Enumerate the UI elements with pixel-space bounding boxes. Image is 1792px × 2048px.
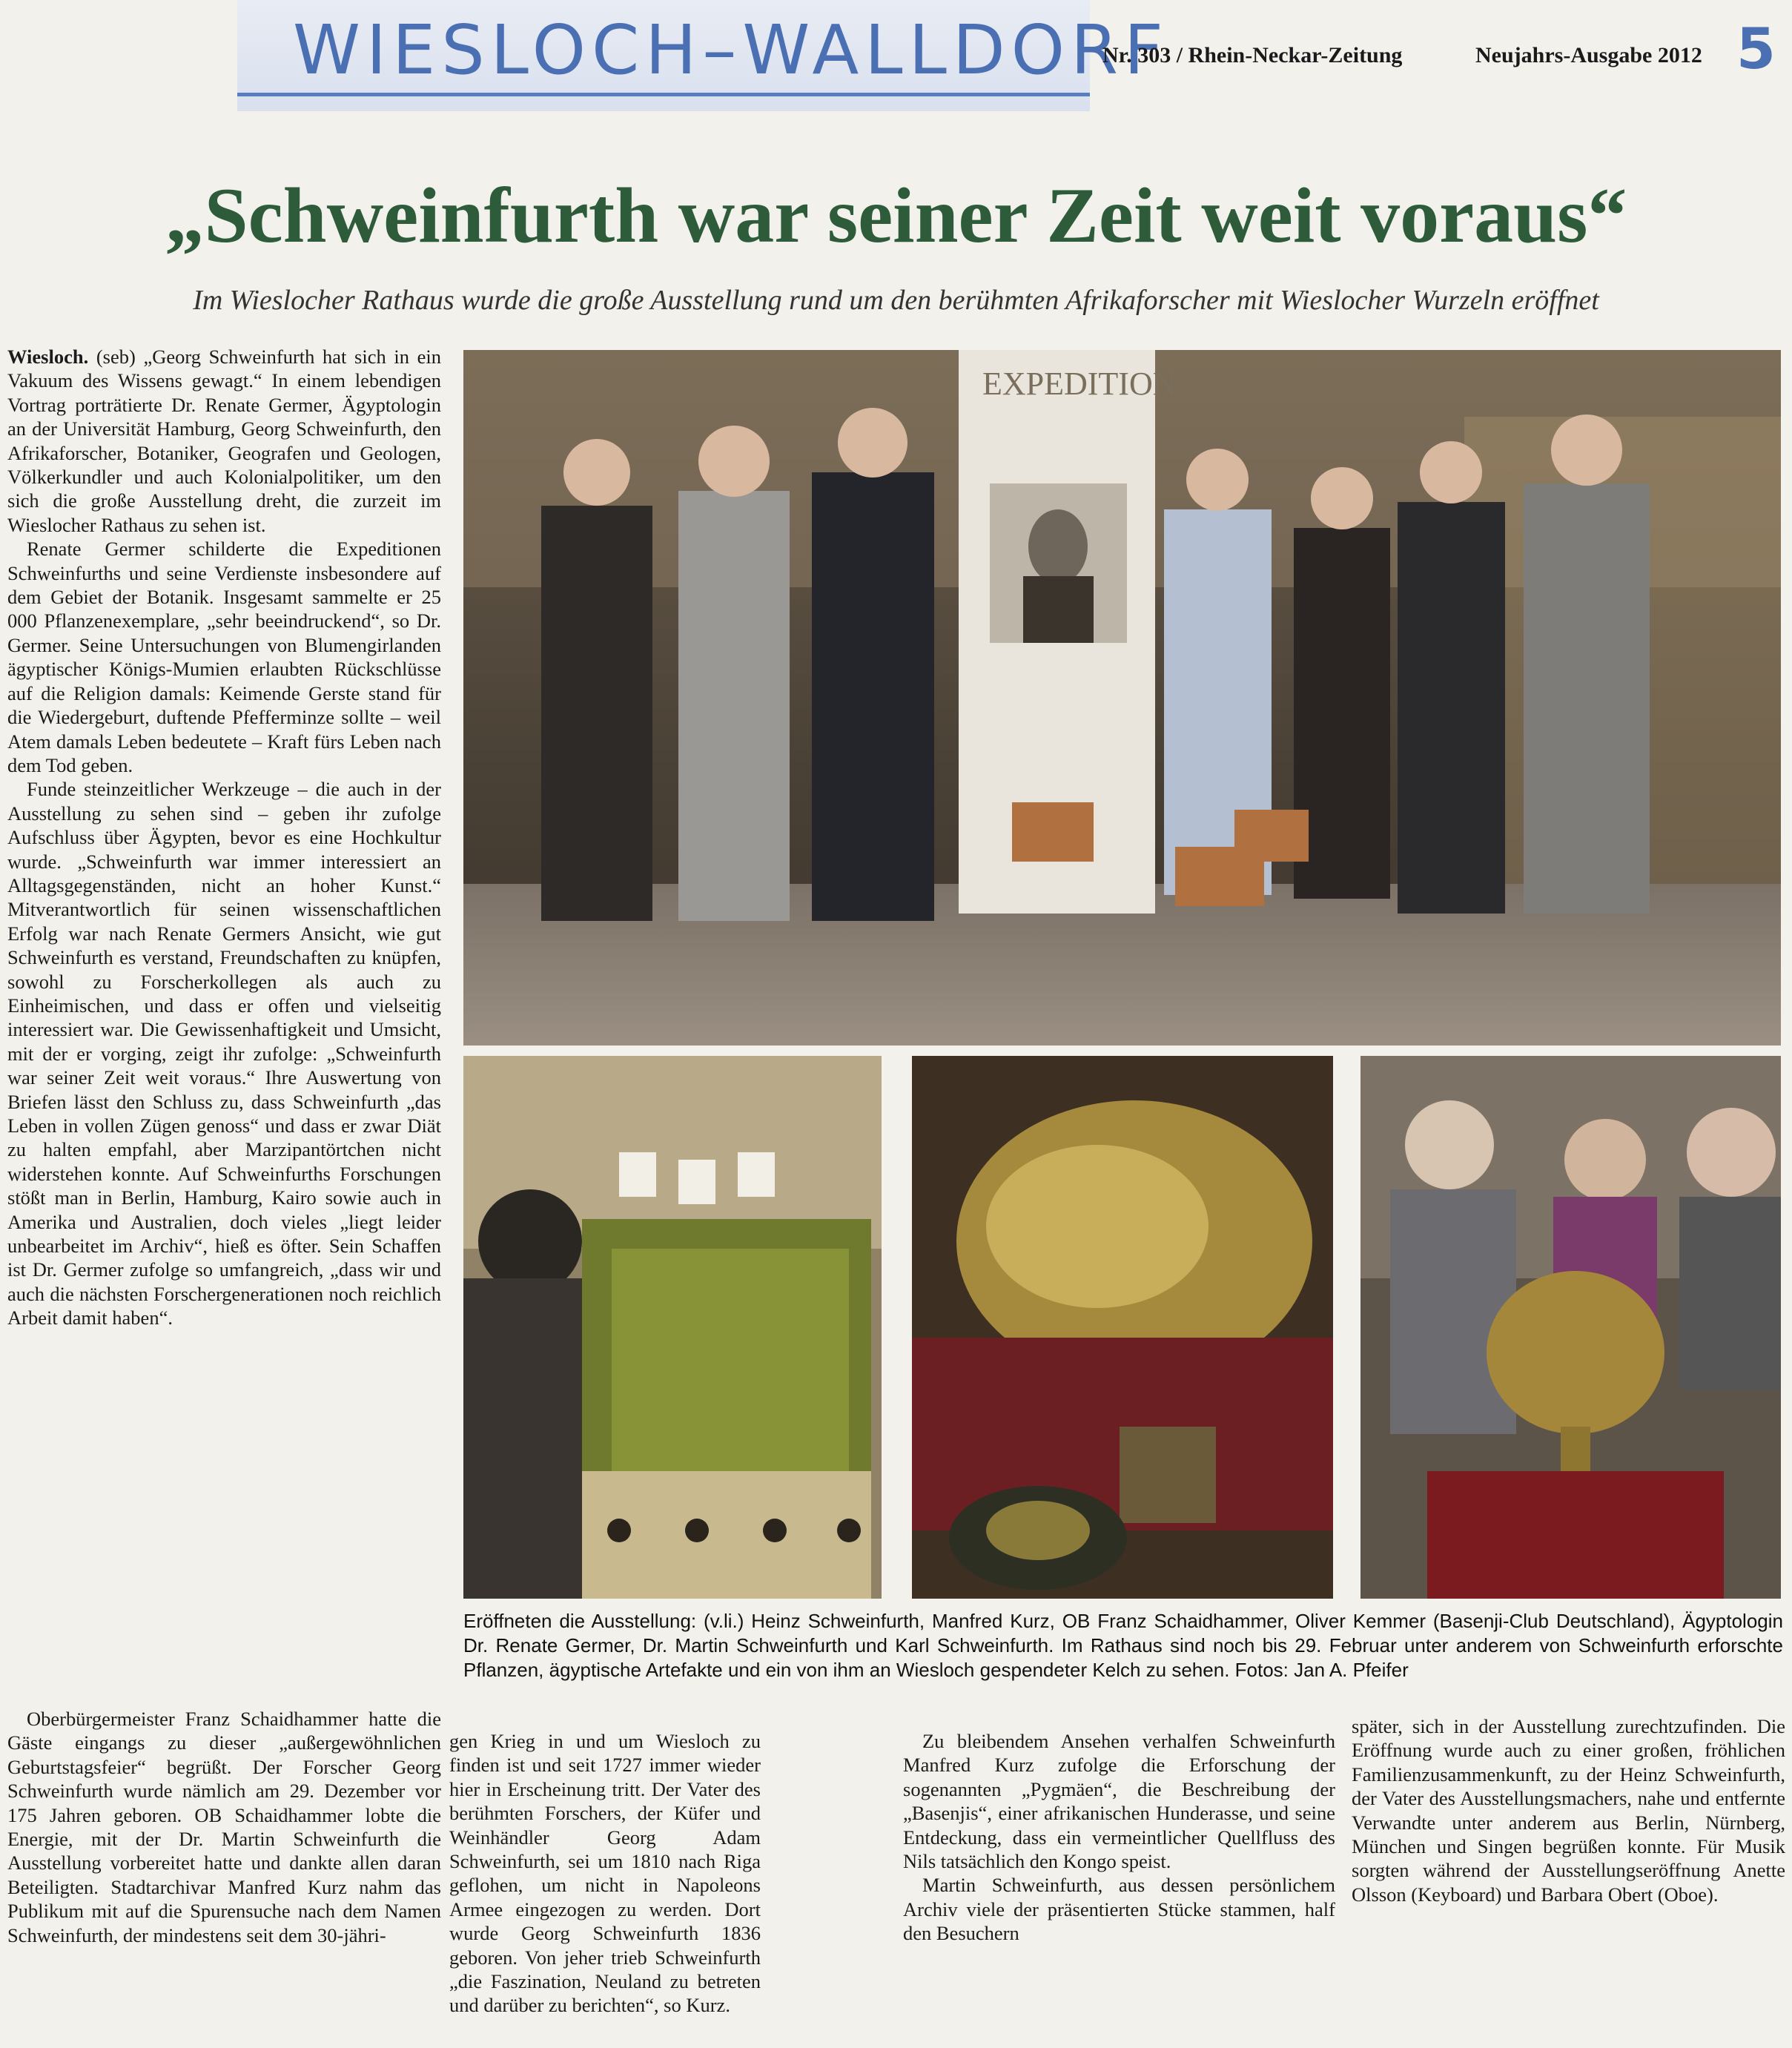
dateline: Wiesloch. <box>7 346 89 368</box>
terrarium-photo <box>463 1056 882 1599</box>
article-column-bottom-3 <box>903 1729 1335 1946</box>
article-paragraph: Martin Schweinfurth, aus dessen persönlichem Archiv viele der präsentierten Stücke stammen, half den Besuchern <box>903 1874 1335 1945</box>
article-paragraph: Zu bleibendem Ansehen verhalfen Schweinfurth Manfred Kurz zufolge die Erforschung der sogenannten „Pygmäen“, die Beschreibung der „Basenjis“, einer afrikanischen Hunderasse, und seine Entdeckung, dass ein vermeintlicher Quellfluss des Nils tatsächlich den Kongo speist. <box>903 1730 1335 1873</box>
article-column-bottom-1 <box>7 1707 441 1947</box>
article-column-bottom-4 <box>1352 1714 1785 1906</box>
page-number: 5 <box>1736 16 1776 82</box>
article-paragraph: gen Krieg in und um Wiesloch zu finden ist und seit 1727 immer wieder hier in Erscheinung tritt. Der Vater des berühmten Forschers, der Küfer und Weinhändler Georg Adam Schweinfurth, sei um 1810 nach Riga geflohen, um nicht in Napoleons Armee eingezogen zu werden. Dort wurde Georg Schweinfurth 1836 geboren. Von jeher trieb Schweinfurth „die Faszination, Neuland zu betreten und darüber zu berichten“, so Kurz. <box>449 1730 761 2017</box>
banner-text: EXPEDITION <box>982 366 1177 402</box>
section-title: WIESLOCH–WALLDORF <box>293 10 1169 90</box>
article-paragraph: Renate Germer schilderte die Expeditionen Schweinfurths und seine Verdienste insbesondere auf dem Gebiet der Botanik. Insgesamt sammelte er 25 000 Pflanzenexemplare, „sehr beeindruckend“, so Dr. Germer. Seine Untersuchungen von Blumengirlanden ägyptischer Königs-Mumien erlaubten Rückschlüsse auf die Religion damals: Keimende Gerste stand für die Wiedergeburt, duftende Pfefferminze sollte – weil Atem damals Leben bedeutete – Kraft fürs Leben nach dem Tod geben. <box>7 538 441 776</box>
edition-label: Neujahrs-Ausgabe 2012 <box>1475 43 1702 67</box>
header-rule <box>237 93 1090 96</box>
article-paragraph: später, sich in der Ausstellung zurechtzufinden. Die Eröffnung wurde auch zu einer großen, fröhlichen Familienzusammenkunft, zu der Heinz Schweinfurth, der Vater des Ausstellungsmachers, nahe und entfernte Verwandte unter anderem aus Berlin, Nürnberg, München und Singen begrüßen konnte. Für Musik sorgten während der Ausstellungseröffnung Anette Olsson (Keyboard) und Barbara Obert (Oboe). <box>1352 1715 1785 1906</box>
group-photo <box>463 350 1781 1046</box>
article-subheadline: Im Wieslocher Rathaus wurde die große Ausstellung rund um den berühmten Afrikaforscher mit Wieslocher Wurzeln eröffnet <box>193 285 1599 316</box>
artifacts-photo <box>912 1056 1333 1599</box>
issue-info: Nr. 303 / Rhein-Neckar-Zeitung <box>1102 43 1403 67</box>
article-paragraph <box>7 345 441 537</box>
article-headline: „Schweinfurth war seiner Zeit weit voraus“ <box>165 172 1627 259</box>
chalice-photo <box>1360 1056 1781 1599</box>
article-paragraph: Oberbürgermeister Franz Schaidhammer hatte die Gäste eingangs zu dieser „außergewöhnlichen Geburtstagsfeier“ begrüßt. Der Forscher Georg Schweinfurth wurde nämlich am 29. Dezember vor 175 Jahren geboren. OB Schaidhammer lobte die Energie, mit der Dr. Martin Schweinfurth die Ausstellung vorbereitet hatte und dankte allen daran Beteiligten. Stadtarchivar Manfred Kurz nahm das Publikum mit auf die Spurensuche nach dem Namen Schweinfurth, der mindestens seit dem 30-jähri- <box>7 1708 441 1946</box>
article-column-left <box>7 345 441 1330</box>
paragraph-text: (seb) „Georg Schweinfurth hat sich in ein Vakuum des Wissens gewagt.“ In einem lebendigen Vortrag porträtierte Dr. Renate Germer, Ägyptologin an der Universität Hamburg, Georg Schweinfurth, den Afrikaforscher, Botaniker, Geografen und Geologen, Völkerkundler und auch Kolonialpolitiker, um den sich die große Ausstellung dreht, die zurzeit im Wieslocher Rathaus zu sehen ist. <box>7 346 441 536</box>
photo-caption: Eröffneten die Ausstellung: (v.li.) Heinz Schweinfurth, Manfred Kurz, OB Franz Schaidhammer, Oliver Kemmer (Basenji-Club Deutschland), Ägyptologin Dr. Renate Germer, Dr. Martin Schweinfurth und Karl Schweinfurth. Im Rathaus sind noch bis 29. Februar unter anderem von Schweinfurth erforschte Pflanzen, ägyptische Artefakte und ein von ihm an Wiesloch gespendeter Kelch zu sehen. Fotos: Jan A. Pfeifer <box>463 1610 1783 1681</box>
article-paragraph: Funde steinzeitlicher Werkzeuge – die auch in der Ausstellung zu sehen sind – geben ihr zufolge Aufschluss über Ägypten, bevor es eine Hochkultur wurde. „Schweinfurth war immer interessiert an Alltagsgegenständen, nicht an hoher Kunst.“ Mitverantwortlich für seinen wissenschaftlichen Erfolg war nach Renate Germers Ansicht, wie gut Schweinfurth es verstand, Freundschaften zu knüpfen, sowohl zu Forscherkollegen als auch zu Einheimischen, und dass er offen und vielseitig interessiert war. Die Gewissenhaftigkeit und Umsicht, mit der er vorging, zeigt ihr zufolge: „Schweinfurth war seiner Zeit weit voraus.“ Ihre Auswertung von Briefen lässt den Schluss zu, dass Schweinfurth „das Leben in vollen Zügen genoss“ und dass er zwar Diät zu halten empfahl, aber Marzipantörtchen nicht widerstehen konnte. Auf Schweinfurths Forschungen stößt man in Berlin, Hamburg, Kairo sowie auch in Amerika und Australien, doch vieles „liegt leider unbearbeitet im Archiv“, hieß es öfter. Sein Schaffen ist Dr. Germer zufolge so umfangreich, „dass wir und auch die nächsten Forschergenerationen noch reichlich Arbeit damit haben“. <box>7 778 441 1329</box>
article-column-bottom-2 <box>449 1729 761 2018</box>
